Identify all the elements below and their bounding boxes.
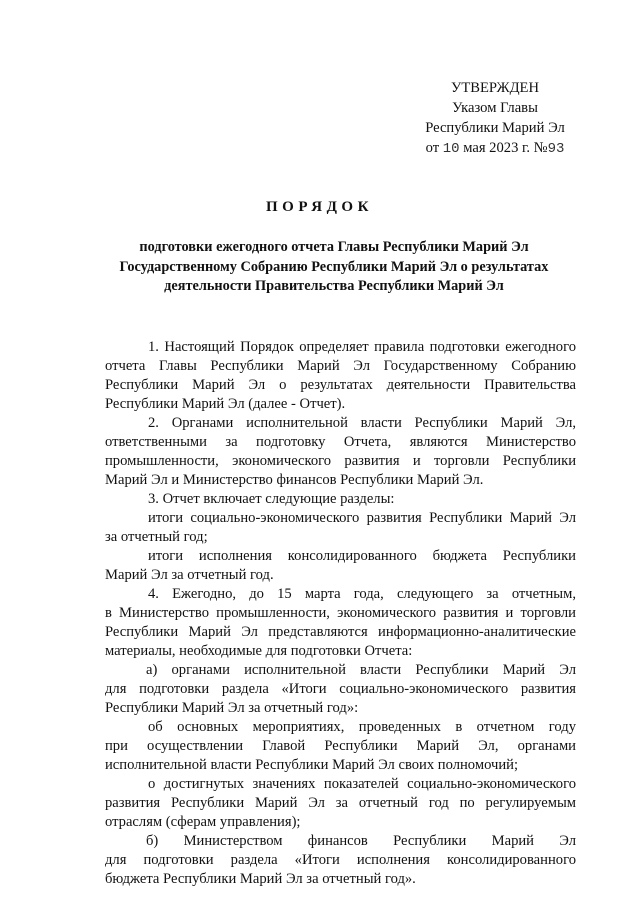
paragraph-3-item-line: итоги социально-экономического развития Республики Марий Эл [148,510,576,526]
approval-republic: Республики Марий Эл [425,120,565,136]
paragraph-3-line: 3. Отчет включает следующие разделы: [148,491,395,507]
subitem-b-line: для подготовки раздела «Итоги исполнения консолидированного [105,852,576,868]
paragraph-4-line: материалы, необходимые для подготовки Отчета: [105,643,413,659]
approval-decree: Указом Главы [452,100,538,116]
paragraph-3-item-line: Марий Эл за отчетный год. [105,567,274,583]
paragraph-1-line: Республики Марий Эл (далее - Отчет). [105,396,346,412]
document-subtitle [100,238,568,297]
subtitle-line: деятельности Правительства Республики Марий Эл [164,278,504,294]
paragraph-4-line: 4. Ежегодно, до 15 марта года, следующего за отчетным, [148,586,576,602]
subitem-a-detail-line: об основных мероприятиях, проведенных в отчетном году [148,719,576,735]
subitem-a-detail-line: исполнительной власти Республики Марий Эл своих полномочий; [105,757,518,773]
date-middle: мая 2023 г. № [463,140,548,156]
paragraph-1-line: Республики Марий Эл о результатах деятельности Правительства [105,377,576,393]
subitem-a-detail-line: при осуществлении Главой Республики Марий Эл, органами [105,738,576,754]
paragraph-4-line: в Министерство промышленности, экономического развития и торговли [105,605,576,621]
approval-date-line [400,138,590,159]
subtitle-line: подготовки ежегодного отчета Главы Республики Марий Эл [139,239,529,255]
date-prefix: от [425,140,440,156]
subitem-a-line: для подготовки раздела «Итоги социально-экономического развития [105,681,576,697]
subtitle-line: Государственному Собранию Республики Марий Эл о результатах [119,258,549,275]
subitem-b-line: бюджета Республики Марий Эл за отчетный год». [105,871,416,887]
document-title: ПОРЯДОК [266,199,373,215]
approval-stamp [400,78,590,159]
paragraph-4-line: Республики Марий Эл представляются информационно-аналитические [105,624,576,640]
paragraph-3-item-line: итоги исполнения консолидированного бюджета Республики [148,548,576,564]
approval-heading: УТВЕРЖДЕН [451,80,539,96]
paragraph-1-line: отчета Главы Республики Марий Эл Государственному Собранию [105,358,576,374]
paragraph-2-line: 2. Органами исполнительной власти Республики Марий Эл, [148,415,576,431]
subitem-a-detail-line: отраслям (сферам управления); [105,814,301,830]
paragraph-2-line: промышленности, экономического развития и торговли Республики [105,453,576,469]
paragraph-2-line: Марий Эл и Министерство финансов Республики Марий Эл. [105,472,484,488]
subitem-a-detail-line: развития Республики Марий Эл за отчетный год по регулируемым [105,795,576,811]
paragraph-3-item-line: за отчетный год; [105,529,208,545]
document-body [105,338,576,889]
subitem-b-line: б) Министерством финансов Республики Марий Эл [146,833,576,849]
subitem-a-line: а) органами исполнительной власти Республики Марий Эл [146,662,576,678]
subitem-a-line: Республики Марий Эл за отчетный год»: [105,700,359,716]
decree-number: 93 [547,141,565,157]
subitem-a-detail-line: о достигнутых значениях показателей социально-экономического [148,776,576,792]
paragraph-2-line: ответственными за подготовку Отчета, являются Министерство [105,434,576,450]
paragraph-1-line: 1. Настоящий Порядок определяет правила подготовки ежегодного [148,339,576,355]
date-day: 10 [442,141,460,157]
